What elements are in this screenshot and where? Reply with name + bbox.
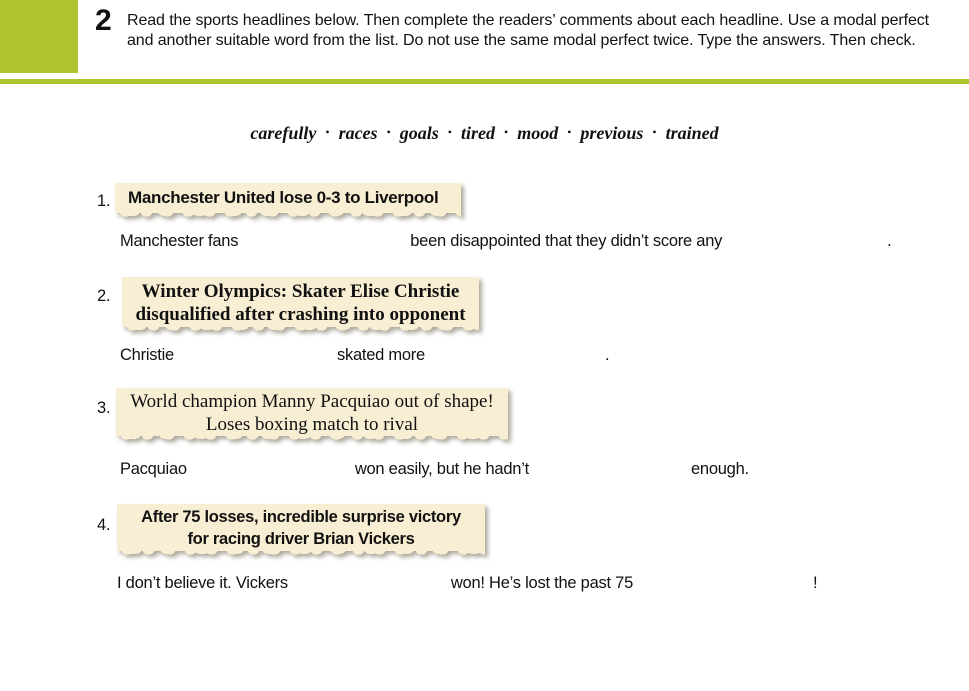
headline-text: After 75 losses, incredible surprise victory xyxy=(141,508,461,526)
headline-text: disqualified after crashing into opponent xyxy=(135,304,466,325)
reader-comment xyxy=(120,346,609,365)
comment-text: won easily, but he hadn’t xyxy=(354,460,529,478)
item-number: 1. xyxy=(97,192,111,210)
comment-text: been disappointed that they didn’t score any xyxy=(410,232,723,250)
comment-text: Pacquiao xyxy=(120,460,187,478)
headline-card xyxy=(122,277,479,327)
reader-comment xyxy=(120,232,891,251)
word-list-separator: • xyxy=(386,125,391,139)
reader-comment xyxy=(120,460,749,479)
answer-blank-1-2[interactable] xyxy=(722,232,887,246)
word-list-word: mood xyxy=(517,123,559,143)
header-accent-block xyxy=(0,0,78,73)
word-list-separator: • xyxy=(652,125,657,139)
word-list-word: races xyxy=(338,123,378,143)
comment-text: Christie xyxy=(120,346,174,364)
answer-blank-3-1[interactable] xyxy=(187,460,355,474)
reader-comment xyxy=(117,574,817,593)
item-number: 2. xyxy=(97,287,111,305)
headline-card xyxy=(115,183,461,213)
answer-blank-3-2[interactable] xyxy=(529,460,691,474)
item-number: 3. xyxy=(97,399,111,417)
answer-blank-2-2[interactable] xyxy=(425,346,605,360)
word-list-word: tired xyxy=(460,123,495,143)
comment-text: enough. xyxy=(690,460,749,478)
instructions-text: Read the sports headlines below. Then complete the readers’ comments about each headline. Use a modal perfect and another suitable word from the list. Do not use the same modal perfect twice. Type the answers. Then check. xyxy=(127,12,930,49)
word-list-separator: • xyxy=(503,125,509,139)
word-list-word: goals xyxy=(399,123,439,143)
exercise-number: 2 xyxy=(95,4,112,37)
comment-text: ! xyxy=(813,574,818,592)
word-list xyxy=(0,123,969,144)
answer-blank-4-2[interactable] xyxy=(633,574,813,588)
word-list-word: previous xyxy=(580,123,644,143)
headline-text: Loses boxing match to rival xyxy=(205,414,419,435)
word-list-word: carefully xyxy=(250,123,317,143)
headline-text: Manchester United lose 0-3 to Liverpool xyxy=(128,188,439,207)
answer-blank-4-1[interactable] xyxy=(288,574,451,588)
comment-text: . xyxy=(604,346,610,364)
comment-text: I don’t believe it. Vickers xyxy=(117,574,288,592)
comment-text: won! He’s lost the past 75 xyxy=(450,574,634,592)
headline-card xyxy=(116,388,508,436)
answer-blank-1-1[interactable] xyxy=(238,232,410,246)
headline-text: Winter Olympics: Skater Elise Christie xyxy=(141,281,460,302)
word-list-separator: • xyxy=(447,125,452,139)
comment-text: skated more xyxy=(336,346,425,364)
word-list-separator: • xyxy=(325,125,330,139)
headline-card xyxy=(117,504,485,551)
headline-text: World champion Manny Pacquiao out of shape! xyxy=(130,391,494,412)
word-list-separator: • xyxy=(567,125,572,139)
word-list-word: trained xyxy=(665,123,719,143)
header-divider xyxy=(0,79,969,84)
headline-text: for racing driver Brian Vickers xyxy=(187,530,415,548)
item-number: 4. xyxy=(97,516,111,534)
answer-blank-2-1[interactable] xyxy=(174,346,337,360)
comment-text: Manchester fans xyxy=(120,232,239,250)
comment-text: . xyxy=(887,232,892,250)
